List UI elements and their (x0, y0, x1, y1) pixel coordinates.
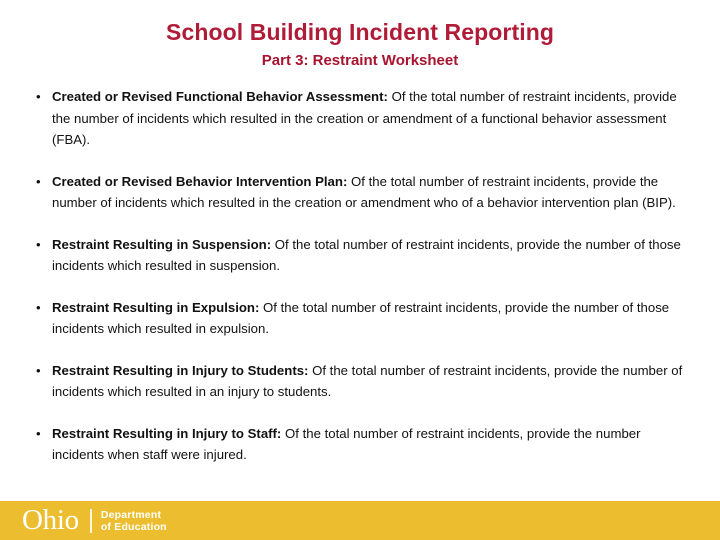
title-block (0, 18, 720, 71)
list-item-term: Restraint Resulting in Injury to Students: (52, 362, 309, 378)
list-item-term: Restraint Resulting in Injury to Staff: (52, 425, 282, 441)
list-item-description: Of the total number of restraint incidents, provide the number of incidents which resulted in an injury to students. (52, 362, 683, 399)
list-item-term: Restraint Resulting in Suspension: (52, 236, 272, 252)
list-item (0, 360, 720, 403)
bullet-icon: • (36, 425, 41, 441)
footer-bar (0, 501, 720, 540)
list-item (0, 423, 720, 466)
page-title: School Building Incident Reporting (166, 19, 554, 45)
list-item (0, 234, 720, 277)
logo-divider-icon (90, 509, 92, 533)
ohio-department-of-education-logo (22, 505, 167, 537)
list-item (0, 171, 720, 214)
bullet-icon: • (36, 299, 41, 315)
list-item-term: Created or Revised Functional Behavior Assessment: (52, 89, 388, 104)
list-item (0, 297, 720, 340)
list-item-description: Of the total number of restraint incidents, provide the number of incidents which resulted in the creation or amendment who of a behavior intervention plan (BIP). (52, 173, 676, 210)
logo-department-line-1: Department (100, 508, 162, 521)
list-item-description: Of the total number of restraint incidents, provide the number of those incidents which resulted in expulsion. (52, 299, 670, 336)
logo-department-text (101, 509, 167, 534)
list-item-description: Of the total number of restraint incidents, provide the number of those incidents which resulted in suspension. (52, 236, 681, 273)
list-item (0, 86, 720, 151)
ohio-wordmark: Ohio (22, 504, 79, 536)
list-item-term: Restraint Resulting in Expulsion: (52, 299, 260, 315)
list-item-description: Of the total number of restraint incidents, provide the number of incidents which resulted in the creation or amendment of a functional behavior assessment (FBA). (52, 89, 677, 147)
list-item-term: Created or Revised Behavior Intervention Plan: (52, 173, 348, 189)
bullet-list (0, 86, 720, 496)
bullet-icon: • (36, 362, 41, 378)
page-subtitle: Part 3: Restraint Worksheet (261, 52, 459, 69)
logo-department-line-2: of Education (100, 521, 167, 533)
list-item-description: Of the total number of restraint incidents, provide the number incidents when staff were injured. (52, 425, 641, 462)
bullet-icon: • (36, 236, 41, 252)
bullet-icon: • (36, 173, 41, 189)
bullet-icon: • (36, 89, 41, 104)
